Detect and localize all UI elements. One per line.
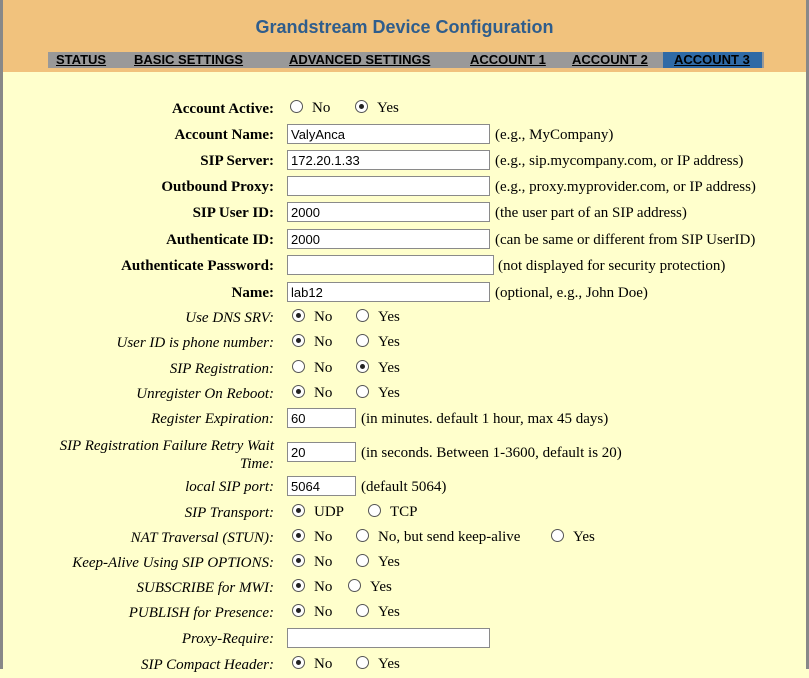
nat-traversal-label: NAT Traversal (STUN): bbox=[130, 530, 274, 546]
radio-button-icon[interactable] bbox=[356, 656, 369, 669]
keepalive-options-yes-radio[interactable]: Yes bbox=[356, 554, 400, 571]
radio-button-icon[interactable] bbox=[356, 554, 369, 567]
radio-button-icon[interactable] bbox=[551, 529, 564, 542]
radio-button-selected-icon[interactable] bbox=[292, 385, 305, 398]
sip-user-id-row bbox=[3, 202, 809, 226]
sip-compact-header-no-radio[interactable]: No bbox=[292, 656, 332, 673]
name-label: Name: bbox=[231, 285, 274, 301]
account-name-row bbox=[3, 124, 809, 148]
register-expiration-input[interactable] bbox=[287, 408, 356, 428]
radio-button-selected-icon[interactable] bbox=[355, 100, 368, 113]
publish-presence-row bbox=[3, 602, 809, 626]
nat-traversal-yes-radio[interactable]: Yes bbox=[551, 529, 595, 546]
subscribe-mwi-label: SUBSCRIBE for MWI: bbox=[136, 580, 274, 596]
authenticate-password-hint: (not displayed for security protection) bbox=[498, 258, 726, 274]
proxy-require-label: Proxy-Require: bbox=[181, 631, 274, 647]
publish-presence-label: PUBLISH for Presence: bbox=[128, 605, 274, 621]
radio-button-selected-icon[interactable] bbox=[292, 529, 305, 542]
sip-server-input[interactable] bbox=[287, 150, 490, 170]
outbound-proxy-label: Outbound Proxy: bbox=[161, 179, 274, 195]
sip-transport-label: SIP Transport: bbox=[184, 505, 274, 521]
use-dns-srv-yes-radio[interactable]: Yes bbox=[356, 309, 400, 326]
sip-compact-header-label: SIP Compact Header: bbox=[140, 657, 274, 673]
register-expiration-row bbox=[3, 408, 809, 432]
keepalive-options-no-radio[interactable]: No bbox=[292, 554, 332, 571]
local-sip-port-label: local SIP port: bbox=[185, 479, 274, 495]
sip-user-id-label: SIP User ID: bbox=[192, 205, 274, 221]
register-expiration-hint: (in minutes. default 1 hour, max 45 days) bbox=[361, 411, 609, 427]
sip-registration-no-radio[interactable]: No bbox=[292, 360, 332, 377]
outbound-proxy-hint: (e.g., proxy.myprovider.com, or IP address) bbox=[495, 179, 756, 195]
unregister-reboot-no-radio[interactable]: No bbox=[292, 385, 332, 402]
account-active-yes-radio[interactable]: Yes bbox=[355, 100, 399, 117]
sip-transport-tcp-radio[interactable]: TCP bbox=[368, 504, 418, 521]
account-name-input[interactable] bbox=[287, 124, 490, 144]
sip-registration-label: SIP Registration: bbox=[169, 361, 274, 377]
sip-user-id-hint: (the user part of an SIP address) bbox=[495, 205, 687, 221]
authenticate-password-input[interactable] bbox=[287, 255, 494, 275]
retry-wait-label: SIP Registration Failure Retry Wait Time: bbox=[59, 438, 274, 472]
account-active-no-radio[interactable]: No bbox=[290, 100, 330, 117]
name-hint: (optional, e.g., John Doe) bbox=[495, 285, 648, 301]
nat-traversal-row bbox=[3, 527, 809, 551]
sip-transport-udp-radio[interactable]: UDP bbox=[292, 504, 344, 521]
use-dns-srv-row bbox=[3, 307, 809, 331]
unregister-reboot-yes-radio[interactable]: Yes bbox=[356, 385, 400, 402]
proxy-require-row bbox=[3, 628, 809, 652]
user-id-phone-no-radio[interactable]: No bbox=[292, 334, 332, 351]
outbound-proxy-input[interactable] bbox=[287, 176, 490, 196]
subscribe-mwi-no-radio[interactable]: No bbox=[292, 579, 332, 596]
account-name-label: Account Name: bbox=[174, 127, 274, 143]
radio-button-selected-icon[interactable] bbox=[292, 656, 305, 669]
nav-account1-tab[interactable]: ACCOUNT 1 bbox=[470, 52, 546, 67]
sip-registration-row bbox=[3, 358, 809, 382]
radio-button-icon[interactable] bbox=[290, 100, 303, 113]
authenticate-id-row bbox=[3, 229, 809, 253]
nat-traversal-keepalive-radio[interactable]: No, but send keep-alive bbox=[356, 529, 520, 546]
local-sip-port-hint: (default 5064) bbox=[361, 479, 447, 495]
authenticate-password-row bbox=[3, 255, 809, 279]
radio-button-icon[interactable] bbox=[356, 529, 369, 542]
retry-wait-hint: (in seconds. Between 1-3600, default is 20) bbox=[361, 445, 622, 461]
account-settings-form bbox=[0, 72, 809, 673]
publish-presence-no-radio[interactable]: No bbox=[292, 604, 332, 621]
sip-server-row bbox=[3, 150, 809, 174]
name-row bbox=[3, 282, 809, 306]
name-input[interactable] bbox=[287, 282, 490, 302]
nav-basic-settings-tab[interactable]: BASIC SETTINGS bbox=[134, 52, 244, 67]
unregister-reboot-row bbox=[3, 383, 809, 407]
radio-button-icon[interactable] bbox=[356, 334, 369, 347]
radio-button-selected-icon[interactable] bbox=[292, 604, 305, 617]
sip-user-id-input[interactable] bbox=[287, 202, 490, 222]
authenticate-password-label: Authenticate Password: bbox=[121, 258, 274, 274]
radio-button-selected-icon[interactable] bbox=[292, 504, 305, 517]
subscribe-mwi-yes-radio[interactable]: Yes bbox=[348, 579, 392, 596]
nav-account2-tab[interactable]: ACCOUNT 2 bbox=[572, 52, 648, 67]
retry-wait-row bbox=[3, 438, 809, 472]
sip-compact-header-yes-radio[interactable]: Yes bbox=[356, 656, 400, 673]
publish-presence-yes-radio[interactable]: Yes bbox=[356, 604, 400, 621]
account-name-hint: (e.g., MyCompany) bbox=[495, 127, 614, 143]
sip-registration-yes-radio[interactable]: Yes bbox=[356, 360, 400, 377]
radio-button-selected-icon[interactable] bbox=[356, 360, 369, 373]
user-id-phone-row bbox=[3, 332, 809, 356]
page-header bbox=[0, 0, 809, 72]
radio-button-selected-icon[interactable] bbox=[292, 309, 305, 322]
keepalive-options-row bbox=[3, 552, 809, 576]
authenticate-id-label: Authenticate ID: bbox=[166, 232, 274, 248]
radio-button-icon[interactable] bbox=[356, 604, 369, 617]
radio-button-selected-icon[interactable] bbox=[292, 554, 305, 567]
proxy-require-input[interactable] bbox=[287, 628, 490, 648]
use-dns-srv-label: Use DNS SRV: bbox=[185, 310, 274, 326]
user-id-phone-yes-radio[interactable]: Yes bbox=[356, 334, 400, 351]
radio-button-icon[interactable] bbox=[348, 579, 361, 592]
nav-account3-tab[interactable]: ACCOUNT 3 bbox=[663, 52, 762, 68]
radio-button-icon[interactable] bbox=[368, 504, 381, 517]
sip-server-label: SIP Server: bbox=[200, 153, 274, 169]
radio-button-selected-icon[interactable] bbox=[292, 334, 305, 347]
nat-traversal-no-radio[interactable]: No bbox=[292, 529, 332, 546]
nav-bar bbox=[48, 52, 764, 68]
radio-button-icon[interactable] bbox=[356, 385, 369, 398]
radio-button-selected-icon[interactable] bbox=[292, 579, 305, 592]
sip-compact-header-row bbox=[3, 654, 809, 678]
use-dns-srv-no-radio[interactable]: No bbox=[292, 309, 332, 326]
authenticate-id-hint: (can be same or different from SIP UserID) bbox=[495, 232, 756, 248]
nav-status-tab[interactable]: STATUS bbox=[56, 52, 107, 67]
subscribe-mwi-row bbox=[3, 577, 809, 601]
radio-button-icon[interactable] bbox=[356, 309, 369, 322]
keepalive-options-label: Keep-Alive Using SIP OPTIONS: bbox=[72, 555, 274, 571]
authenticate-id-input[interactable] bbox=[287, 229, 490, 249]
local-sip-port-row bbox=[3, 476, 809, 500]
unregister-reboot-label: Unregister On Reboot: bbox=[136, 386, 274, 402]
account-active-row bbox=[3, 98, 809, 122]
local-sip-port-input[interactable] bbox=[287, 476, 356, 496]
register-expiration-label: Register Expiration: bbox=[151, 411, 274, 427]
outbound-proxy-row bbox=[3, 176, 809, 200]
user-id-phone-label: User ID is phone number: bbox=[116, 335, 274, 351]
retry-wait-input[interactable] bbox=[287, 442, 356, 462]
radio-button-icon[interactable] bbox=[292, 360, 305, 373]
nav-advanced-settings-tab[interactable]: ADVANCED SETTINGS bbox=[289, 52, 431, 67]
page-title: Grandstream Device Configuration bbox=[255, 17, 554, 37]
account-active-label: Account Active: bbox=[171, 101, 274, 117]
sip-transport-row bbox=[3, 502, 809, 526]
sip-server-hint: (e.g., sip.mycompany.com, or IP address) bbox=[495, 153, 744, 169]
